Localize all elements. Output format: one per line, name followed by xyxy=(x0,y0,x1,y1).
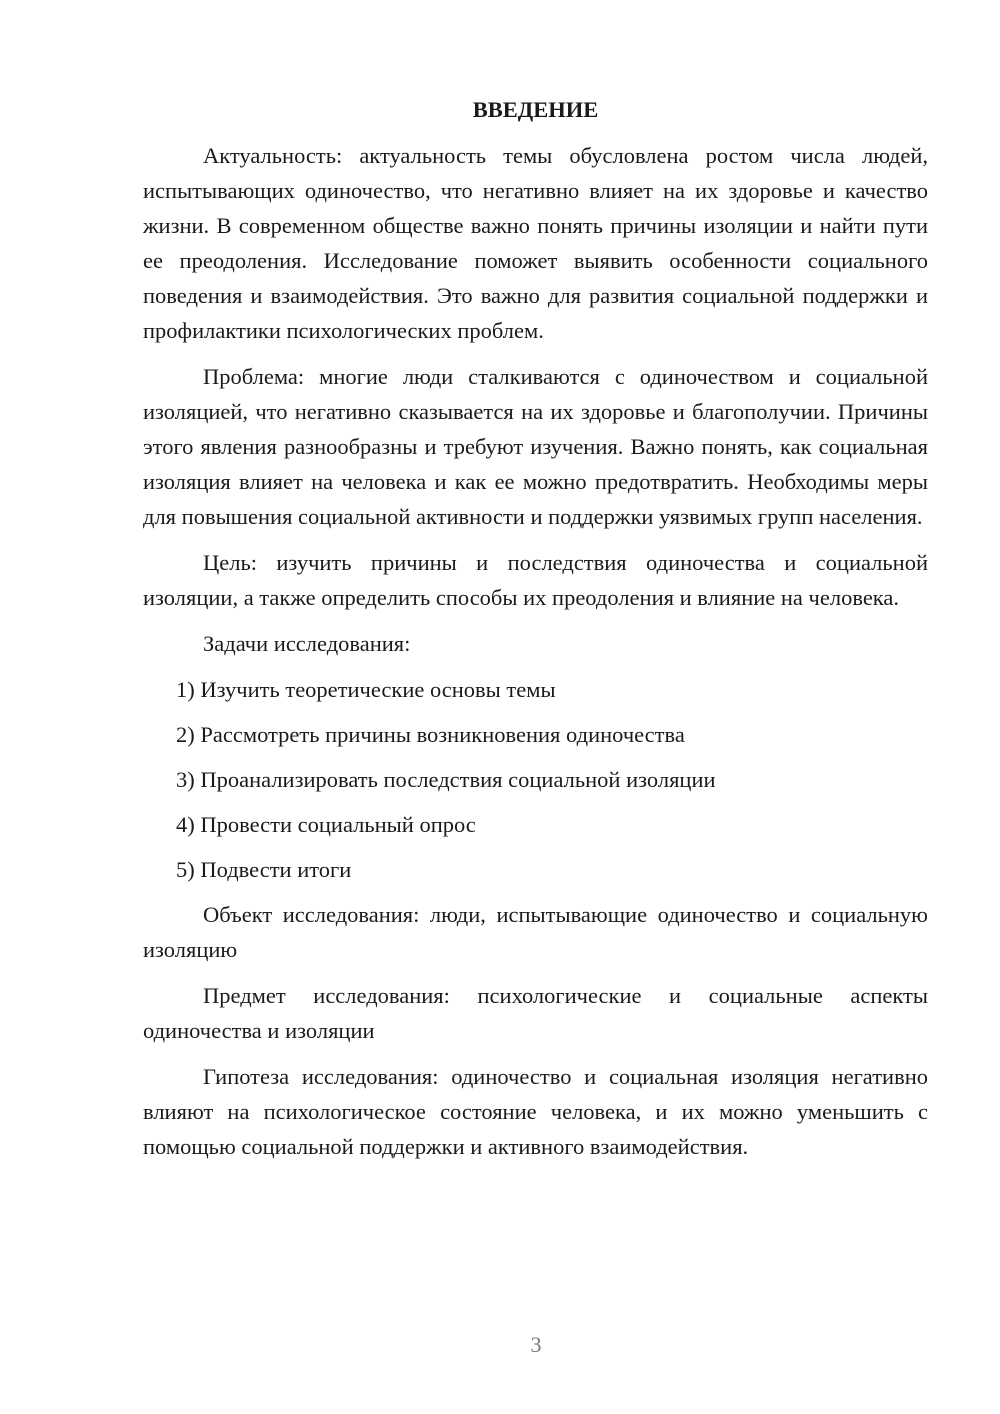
page-number: 3 xyxy=(530,1332,542,1357)
paragraph-hypothesis: Гипотеза исследования: одиночество и социальная изоляция негативно влияют на психологическое состояние человека, и их можно уменьшить с помощью социальной поддержки и активного взаимодействия. xyxy=(143,1064,928,1159)
list-item: 5) Подвести итоги xyxy=(176,857,352,882)
paragraph-goal: Цель: изучить причины и последствия одиночества и социальной изоляции, а также определить способы их преодоления и влияние на человека. xyxy=(143,550,928,610)
list-item: 2) Рассмотреть причины возникновения одиночества xyxy=(176,722,685,747)
tasks-list xyxy=(143,672,928,887)
list-item: 3) Проанализировать последствия социальной изоляции xyxy=(176,767,716,792)
paragraph-subject: Предмет исследования: психологические и социальные аспекты одиночества и изоляции xyxy=(143,983,928,1043)
document-page xyxy=(143,92,928,1175)
section-title: ВВЕДЕНИЕ xyxy=(472,97,599,122)
paragraph-problem: Проблема: многие люди сталкиваются с одиночеством и социальной изоляцией, что негативно сказывается на их здоровье и благополучии. Причины этого явления разнообразны и требуют изучения. Важно понять, как социальная изоляция влияет на человека и как ее можно предотвратить. Необходимы меры для повышения социальной активности и поддержки уязвимых групп населения. xyxy=(143,364,928,529)
list-item: 1) Изучить теоретические основы темы xyxy=(176,677,556,702)
paragraph-object: Объект исследования: люди, испытывающие одиночество и социальную изоляцию xyxy=(143,902,928,962)
tasks-heading: Задачи исследования: xyxy=(203,631,411,656)
list-item: 4) Провести социальный опрос xyxy=(176,812,476,837)
paragraph-relevance: Актуальность: актуальность темы обусловлена ростом числа людей, испытывающих одиночество, что негативно влияет на их здоровье и качество жизни. В современном обществе важно понять причины изоляции и найти пути ее преодоления. Исследование поможет выявить особенности социального поведения и взаимодействия. Это важно для развития социальной поддержки и профилактики психологических проблем. xyxy=(143,143,928,343)
